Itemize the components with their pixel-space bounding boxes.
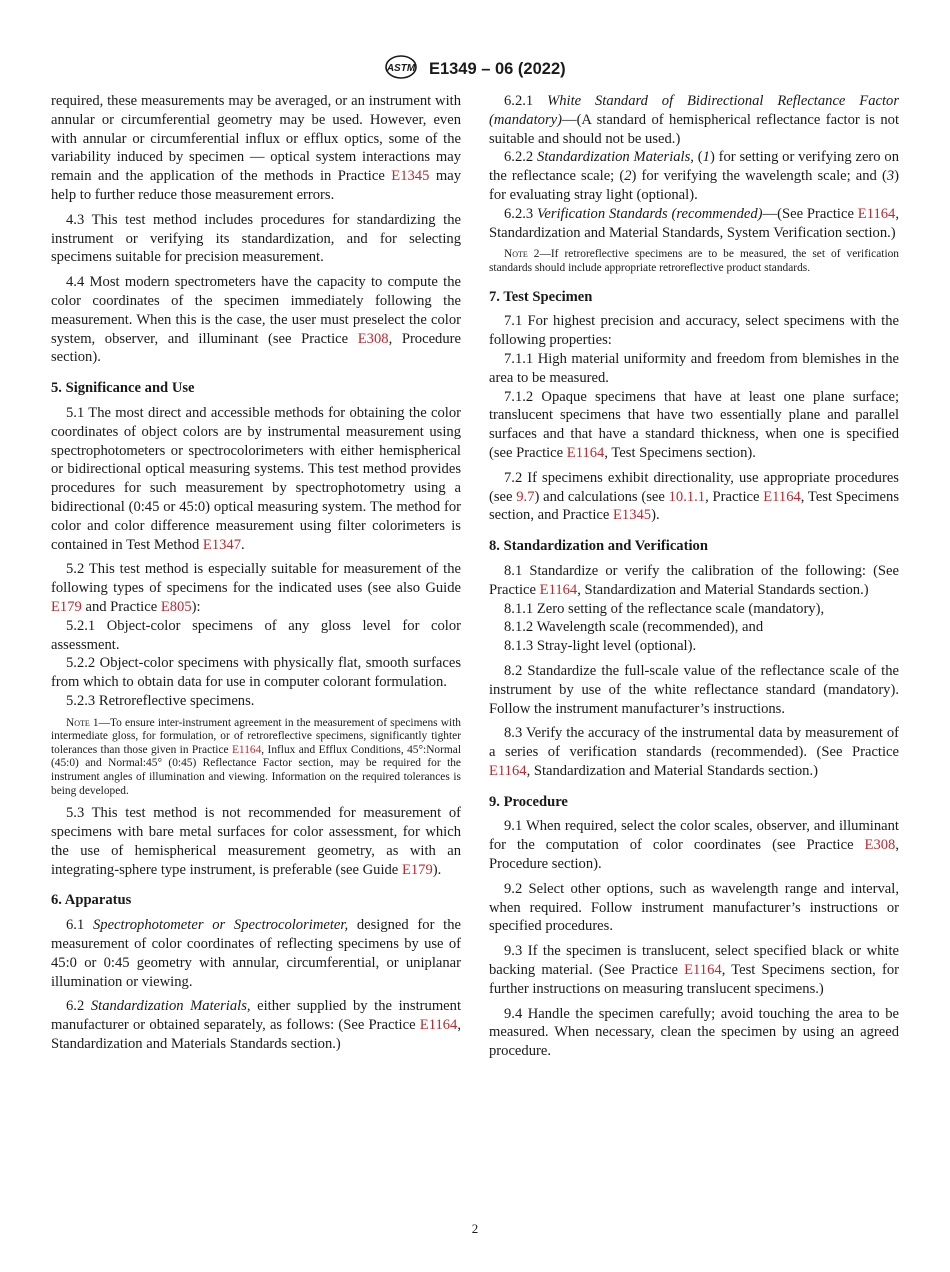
ref-e179[interactable]: E179 <box>51 598 82 615</box>
ref-e1164[interactable]: E1164 <box>231 743 262 756</box>
paragraph-7-2: 7.2 If specimens exhibit directionality, use appropriate procedures (see 9.7) and calculations (see 10.1.1, Practice E1164, Test Specimens section, and Practice E1345). <box>489 469 900 524</box>
ref-e1164[interactable]: E1164 <box>566 444 605 461</box>
note-2: Note 2—If retroreflective specimens are to be measured, the set of verification standards should include appropriate retroreflective product standards. <box>489 248 899 274</box>
ref-e805[interactable]: E805 <box>160 598 192 615</box>
ref-e1164[interactable]: E1164 <box>539 581 578 598</box>
left-column <box>51 92 461 1060</box>
paragraph-5-2-3: 5.2.3 Retroreflective specimens. <box>66 692 255 709</box>
section-heading-6: 6. Apparatus <box>51 892 132 909</box>
ref-9-7[interactable]: 9.7 <box>516 488 535 505</box>
paragraph-8-2: 8.2 Standardize the full-scale value of the reflectance scale of the instrument by use of the white reflectance standard (mandatory). Follow the instrument manufacturer’s instructions. <box>489 662 899 717</box>
paragraph-6-2-2: 6.2.2 Standardization Materials, (1) for setting or verifying zero on the reflectance scale; (2) for verifying the wavelength scale; and (3) for evaluating stray light (optional). <box>489 149 899 203</box>
ref-e1164[interactable]: E1164 <box>857 205 896 222</box>
note-1: Note 1—To ensure inter-instrument agreement in the measurement of specimens with intermediate gloss, for formulation, or of retroreflective specimens, significantly tighter tolerances than those given in Practice E1164, Influx and Efflux Conditions, 45°:Normal (45:0) and Normal:45° (0:45) Reflectance Factor section, may be required for the instrument angles of illumination and viewing. Information on the required tolerances is being developed. <box>51 716 461 797</box>
standard-designation: E1349 – 06 (2022) <box>428 60 566 78</box>
section-heading-9: 9. Procedure <box>489 793 568 810</box>
right-column <box>489 92 899 1067</box>
ref-e1164[interactable]: E1164 <box>684 962 722 979</box>
paragraph-9-4: 9.4 Handle the specimen carefully; avoid touching the area to be measured. When necessary, clean the specimen by using an agreed procedure. <box>489 1005 899 1060</box>
paragraph-9-3: 9.3 If the specimen is translucent, select specified black or white backing material. (See Practice E1164, Test Specimens section, for further instructions on measuring translucent specimens.) <box>489 943 899 997</box>
paragraph-7-1-1: 7.1.1 High material uniformity and freedom from blemishes in the area to be measured. <box>489 350 899 386</box>
ref-e1164[interactable]: E1164 <box>763 488 801 505</box>
paragraph-5-2: 5.2 This test method is especially suitable for measurement of the following types of specimens for the indicated uses (see also Guide E179 and Practice E805): <box>51 561 461 615</box>
paragraph-8-1: 8.1 Standardize or verify the calibration of the following: (See Practice E1164, Standardization and Material Standards section.) <box>489 562 899 598</box>
ref-e308[interactable]: E308 <box>357 330 389 347</box>
paragraph-5-2-1: 5.2.1 Object-color specimens of any gloss level for color assessment. <box>51 617 461 653</box>
ref-e1347[interactable]: E1347 <box>202 536 242 553</box>
paragraph-4-3: 4.3 This test method includes procedures for standardizing the instrument or verifying its standardization, and for selecting specimens suitable for precision measurement. <box>51 211 461 266</box>
page-header <box>0 55 950 84</box>
paragraph-5-2-2: 5.2.2 Object-color specimens with physically flat, smooth surfaces from which to obtain data for use in computer colorant formulation. <box>51 655 461 691</box>
page-number: 2 <box>471 1221 479 1236</box>
paragraph-9-2: 9.2 Select other options, such as wavelength range and interval, when required. Follow instrument manufacturer’s instructions or specified procedures. <box>489 880 899 935</box>
paragraph-6-2: 6.2 Standardization Materials, either supplied by the instrument manufacturer or obtained separately, as follows: (See Practice E1164, Standardization and Materials Standards section.) <box>51 998 462 1053</box>
svg-text:ASTM: ASTM <box>387 63 416 74</box>
ref-e1164[interactable]: E1164 <box>419 1017 458 1034</box>
ref-e1164[interactable]: E1164 <box>489 762 527 779</box>
paragraph-5-3: 5.3 This test method is not recommended for measurement of specimens with bare metal surfaces for color assessment, for which the use of hemispherical measurement geometry, as with an integrating-sphere type instrument, is preferable (see Guide E179). <box>51 805 461 878</box>
section-heading-8: 8. Standardization and Verification <box>489 538 708 555</box>
paragraph-4-4: 4.4 Most modern spectrometers have the capacity to compute the color coordinates of the specimen immediately following the measurement. When this is the case, the user must preselect the color system, observer, and illuminant (see Practice E308, Procedure section). <box>51 274 461 366</box>
paragraph-6-1: 6.1 Spectrophotometer or Spectrocolorimeter, designed for the measurement of color coordinates of reflecting specimens by use of 45:0 or 0:45 geometry with annular, circumferential, or uniplanar illumination or viewing. <box>51 917 462 990</box>
ref-e1345[interactable]: E1345 <box>391 168 430 185</box>
paragraph-9-1: 9.1 When required, select the color scales, observer, and illuminant for the computation of color coordinates (see Practice E308, Procedure section). <box>489 818 899 873</box>
paragraph-8-1-2: 8.1.2 Wavelength scale (recommended), and <box>504 619 764 636</box>
paragraph-7-1-2: 7.1.2 Opaque specimens that have at least one plane surface; translucent specimens that have two essentially plane and parallel surfaces and that have a standard thickness, when one is specified (see Practice E1164, Test Specimens section). <box>489 388 899 461</box>
ref-e308[interactable]: E308 <box>864 837 896 854</box>
ref-10-1-1[interactable]: 10.1.1 <box>668 488 706 505</box>
paragraph-7-1: 7.1 For highest precision and accuracy, select specimens with the following properties: <box>489 313 899 349</box>
section-heading-5: 5. Significance and Use <box>51 380 195 397</box>
paragraph-8-3: 8.3 Verify the accuracy of the instrumental data by measurement of a series of verification standards (recommended). (See Practice E1164, Standardization and Material Standards section.) <box>489 725 899 779</box>
section-heading-7: 7. Test Specimen <box>489 288 593 305</box>
paragraph-8-1-3: 8.1.3 Stray-light level (optional). <box>504 638 697 655</box>
ref-e179[interactable]: E179 <box>401 861 433 878</box>
paragraph-6-2-3: 6.2.3 Verification Standards (recommended)—(See Practice E1164, Standardization and Material Standards, System Verification section.) <box>489 205 899 241</box>
paragraph-6-2-1: 6.2.1 White Standard of Bidirectional Reflectance Factor (mandatory)—(A standard of hemispherical reflectance factor is not suitable and should not be used.) <box>489 93 899 147</box>
ref-e1345[interactable]: E1345 <box>613 507 652 524</box>
astm-logo-icon <box>384 55 418 84</box>
paragraph-5-1: 5.1 The most direct and accessible methods for obtaining the color coordinates of object colors are by instrumental measurement using spectrophotometers or spectrocolorimeters with either hemispherical or bidirectional optical measuring systems. This test method provides procedures for such measurement by spectrophotometry using a bidirectional (0:45 or 45:0) optical measuring system. The method for color and color difference measurement using filter colorimeters is contained in Test Method E1347. <box>51 404 461 553</box>
paragraph-8-1-1: 8.1.1 Zero setting of the reflectance scale (mandatory), <box>504 600 825 617</box>
paragraph-4-2-continued: required, these measurements may be averaged, or an instrument with annular or circumferential geometry may be used. However, even with annular or circumferential influx or efflux optics, some of the variability induced by specimen — optical system interactions may remain and the application of the methods in Practice E1345 may help to further reduce those measurement errors. <box>51 93 461 203</box>
